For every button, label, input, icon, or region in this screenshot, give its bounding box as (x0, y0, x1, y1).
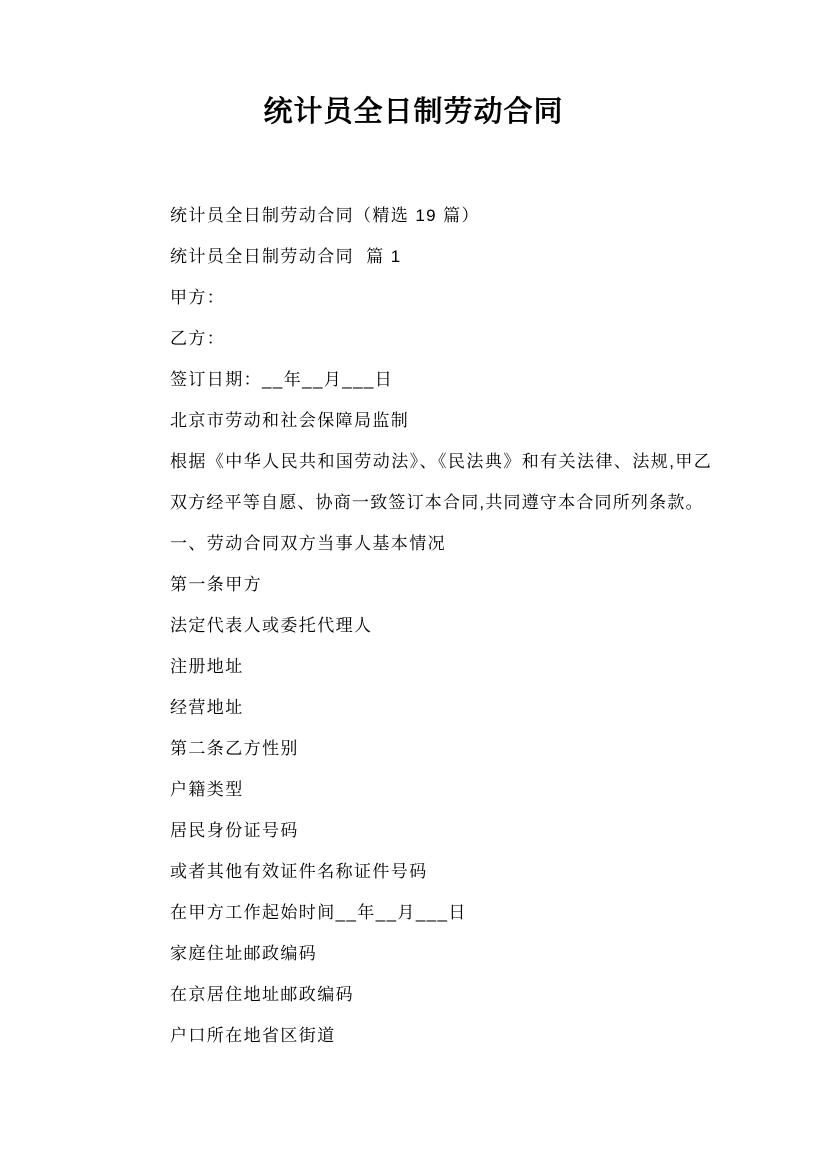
line-supervising-authority: 北京市劳动和社会保障局监制 (170, 410, 410, 430)
line-registered-address: 注册地址 (170, 656, 244, 676)
line-collection-title: 统计员全日制劳动合同（精选 19 篇） (170, 205, 480, 225)
line-registered-residence: 户口所在地省区街道 (170, 1025, 336, 1045)
line-article-two: 第二条乙方性别 (170, 738, 299, 758)
line-article-one: 第一条甲方 (170, 574, 262, 594)
line-other-certificate: 或者其他有效证件名称证件号码 (170, 861, 428, 881)
line-sign-date: 签订日期：__年__月___日 (170, 369, 394, 389)
line-household-type: 户籍类型 (170, 779, 244, 799)
line-section-heading: 统计员全日制劳动合同 篇 1 (170, 246, 402, 266)
document-body (95, 195, 732, 1056)
line-party-b: 乙方： (170, 328, 226, 348)
line-party-a: 甲方： (170, 287, 226, 307)
line-clause-heading-one: 一、劳动合同双方当事人基本情况 (170, 533, 446, 553)
line-legal-rep: 法定代表人或委托代理人 (170, 615, 373, 635)
line-home-address: 家庭住址邮政编码 (170, 943, 318, 963)
line-start-date: 在甲方工作起始时间__年__月___日 (170, 902, 467, 922)
preamble-paragraph: 根据《中华人民共和国劳动法》、《民法典》和有关法律、法规,甲乙双方经平等自愿、协商一致签订本合同,共同遵守本合同所列条款。 (170, 451, 712, 512)
page-title: 统计员全日制劳动合同 (263, 96, 564, 128)
line-beijing-address: 在京居住地址邮政编码 (170, 984, 354, 1004)
line-business-address: 经营地址 (170, 697, 244, 717)
line-id-number: 居民身份证号码 (170, 820, 299, 840)
